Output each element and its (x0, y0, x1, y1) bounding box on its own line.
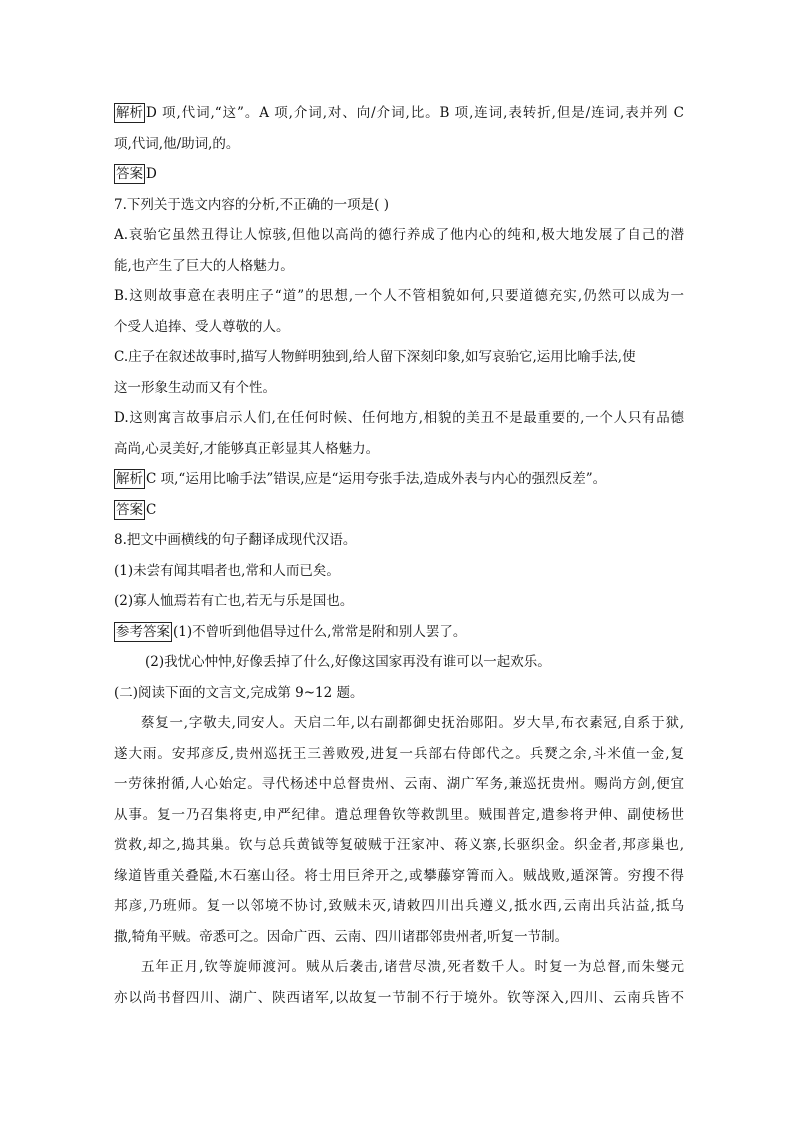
line-text: D.这则寓言故事启示人们,在任何时候、任何地方,相貌的美丑不是最重要的,一个人只有品德 (114, 410, 684, 426)
line-text: 高尚,心灵美好,才能够真正彰显其人格魅力。 (114, 440, 380, 457)
text-line (114, 556, 684, 587)
line-text: 一劳徕拊循,人心始定。寻代杨述中总督贵州、云南、湖广军务,兼巡抚贵州。赐尚方剑,便宜 (114, 776, 684, 792)
line-text: 项,代词,他/助词,的。 (114, 135, 240, 152)
text-line (114, 342, 684, 373)
line-text: 撒,犄角平贼。帝悉可之。因命广西、云南、四川诸郡邻贵州者,听复一节制。 (114, 928, 569, 945)
text-line (114, 129, 684, 160)
text-line (114, 922, 684, 953)
text-line (114, 98, 684, 129)
text-line (114, 983, 684, 1014)
line-text: 蔡复一,字敬夫,同安人。天启二年,以右副都御史抚治郧阳。岁大旱,布衣素冠,自系于狱, (141, 715, 684, 731)
line-text: 遂大雨。安邦彦反,贵州巡抚王三善败殁,进复一兵部右侍郎代之。兵燹之余,斗米值一金,复 (114, 745, 684, 762)
text-line (114, 739, 684, 770)
line-text: (2)我忧心忡忡,好像丢掉了什么,好像这国家再没有谁可以一起欢乐。 (145, 654, 551, 670)
line-text: (1)不曾听到他倡导过什么,常常是附和别人罢了。 (173, 623, 467, 640)
text-line (114, 708, 684, 739)
text-line (114, 373, 684, 404)
text-line (114, 769, 684, 800)
line-text: 这一形象生动而又有个性。 (114, 379, 276, 396)
text-line (114, 312, 684, 343)
line-text: B.这则故事意在表明庄子“道”的思想,一个人不管相貌如何,只要道德充实,仍然可以成为一 (114, 288, 684, 304)
line-text: C 项,“运用比喻手法”错误,应是“运用夸张手法,造成外表与内心的强烈反差”。 (146, 471, 607, 487)
answer-label-tag: 解析 (116, 471, 143, 487)
text-line (114, 159, 684, 190)
text-line (114, 403, 684, 434)
line-text: D 项,代词,“这”。A 项,介词,对、向/介词,比。B 项,连词,表转折,但是/连词,表并列 C (146, 105, 684, 121)
line-text: (2)寡人恤焉若有亡也,若无与乐是国也。 (114, 593, 354, 609)
line-text: 缘道皆重关叠隘,木石塞山径。将士用巨斧开之,或攀藤穿箐而入。贼战败,遁深箐。穷搜不得 (114, 867, 684, 884)
line-text: 个受人追捧、受人尊敬的人。 (114, 318, 290, 335)
text-line (114, 617, 684, 648)
text-line (114, 830, 684, 861)
line-text: (1)未尝有闻其唱者也,常和人而已矣。 (114, 562, 340, 579)
answer-label-tag: 答案 (116, 166, 143, 182)
line-text: 从事。复一乃召集将吏,申严纪律。遣总理鲁钦等救凯里。贼围普定,遣参将尹伸、副使杨世 (114, 806, 684, 823)
text-line (114, 800, 684, 831)
line-text: C (146, 501, 157, 518)
text-line (114, 251, 684, 282)
line-text: 赏救,却之,捣其巢。钦与总兵黄钺等复破贼于汪家冲、蒋义寨,长驱织金。织金者,邦彦巢也, (114, 837, 684, 853)
text-line (114, 464, 684, 495)
text-line (114, 586, 684, 617)
text-line (114, 190, 684, 221)
document-page (114, 98, 684, 1013)
answer-label-tag: 参考答案 (116, 623, 170, 640)
text-line (114, 647, 684, 678)
line-text: C.庄子在叙述故事时,描写人物鲜明独到,给人留下深刻印象,如写哀骀它,运用比喻手法,使 (114, 349, 636, 365)
line-text: 邦彦,乃班师。复一以邻境不协讨,致贼未灭,请敕四川出兵遵义,抵水西,云南出兵沾益,抵乌 (114, 898, 684, 914)
line-text: 五年正月,钦等旋师渡河。贼从后袭击,诸营尽溃,死者数千人。时复一为总督,而朱燮元 (141, 959, 684, 975)
line-text: 8.把文中画横线的句子翻译成现代汉语。 (114, 532, 357, 548)
line-text: 能,也产生了巨大的人格魅力。 (114, 257, 294, 274)
text-line (114, 525, 684, 556)
line-text: (二)阅读下面的文言文,完成第 9~12 题。 (114, 684, 364, 701)
line-text: 亦以尚书督四川、湖广、陕西诸军,以故复一节制不行于境外。钦等深入,四川、云南兵皆不 (114, 989, 684, 1006)
text-line (114, 891, 684, 922)
answer-label-tag: 解析 (116, 105, 143, 121)
text-line (114, 952, 684, 983)
answer-label-tag: 答案 (116, 501, 143, 518)
text-line (114, 434, 684, 465)
text-line (114, 281, 684, 312)
text-line (114, 220, 684, 251)
line-text: A.哀骀它虽然丑得让人惊骇,但他以高尚的德行养成了他内心的纯和,极大地发展了自己的潜 (114, 227, 684, 243)
line-text: D (146, 166, 157, 182)
text-line (114, 678, 684, 709)
text-line (114, 495, 684, 526)
line-text: 7.下列关于选文内容的分析,不正确的一项是( ) (114, 196, 389, 213)
text-line (114, 861, 684, 892)
